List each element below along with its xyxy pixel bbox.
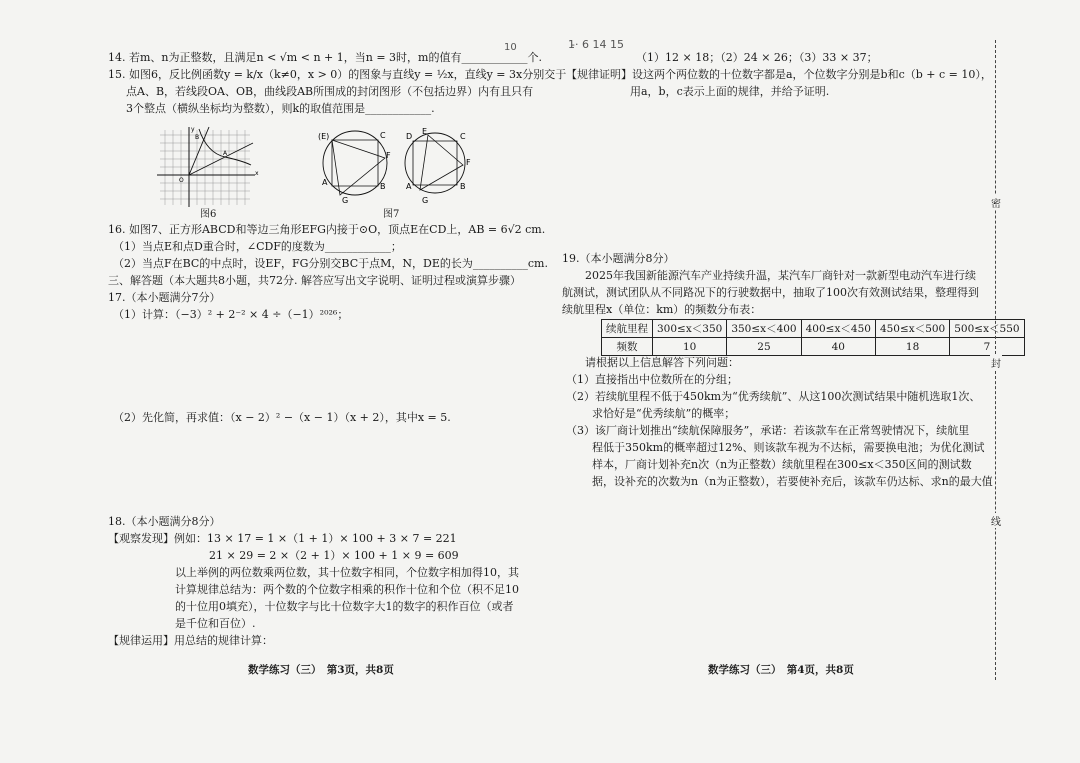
- svg-text:D: D: [406, 132, 413, 141]
- table-cell: 350≤x＜400: [727, 320, 801, 338]
- svg-text:A: A: [322, 178, 328, 187]
- question-18-apply: 【规律运用】用总结的规律计算：: [108, 634, 273, 647]
- binding-mark-seal: 密: [990, 195, 1002, 210]
- question-18-calc: （1）12 × 18；（2）24 × 26；（3）33 × 37；: [636, 51, 878, 64]
- question-19-heading: 19.（本小题满分8分）: [562, 252, 675, 265]
- svg-text:F: F: [466, 158, 471, 167]
- svg-text:F: F: [386, 151, 391, 160]
- svg-text:A: A: [406, 182, 412, 191]
- question-17-part1: （1）计算：（−3）² + 2⁻² × 4 ÷（−1）²⁰²⁶；: [113, 308, 349, 321]
- question-18-example2: 21 × 29 = 2 ×（2 + 1）× 100 + 1 × 9 = 609: [209, 549, 459, 562]
- svg-text:A: A: [223, 150, 228, 157]
- question-19-ask: 请根据以上信息解答下列问题：: [585, 356, 739, 369]
- question-19-para-line2: 航测试，测试团队从不同路况下的行驶数据中，抽取了100次有效测试结果，整理得到: [562, 286, 979, 299]
- question-18-heading: 18.（本小题满分8分）: [108, 515, 221, 528]
- right-page: [504, 0, 1080, 763]
- question-15-line3: 3个整点（横纵坐标均为整数），则k的取值范围是____________.: [126, 102, 435, 115]
- table-cell: 续航里程: [602, 320, 653, 338]
- section-3-heading: 三、解答题（本大题共8小题，共72分. 解答应写出文字说明、证明过程或演算步骤）: [108, 274, 521, 287]
- question-18-proof-line2: 用a，b，c表示上面的规律，并给予证明.: [630, 85, 830, 98]
- question-19-para-line1: 2025年我国新能源汽车产业持续升温，某汽车厂商针对一款新型电动汽车进行续: [585, 269, 976, 282]
- svg-text:(E): (E): [318, 132, 330, 141]
- question-19-para-line3: 续航里程x（单位：km）的频数分布表：: [562, 303, 762, 316]
- question-18-proof-line1: 【规律证明】设这两个两位数的十位数字都是a，个位数字分别是b和c（b + c = 10），: [566, 68, 992, 81]
- question-19-part3-line2: 程低于350km的概率超过12%、则该款车视为不达标，需要换电池；为优化测试: [592, 441, 985, 454]
- handwritten-circle-note: 10: [504, 42, 517, 53]
- table-cell: 500≤x＜550: [950, 320, 1024, 338]
- page-footer-left: 数学练习（三） 第3页，共8页: [248, 664, 394, 676]
- svg-text:B: B: [195, 134, 200, 141]
- question-16-part2: （2）当点F在BC的中点时，设EF，FG分别交BC于点M，N，DE的长为__________cm.: [113, 257, 548, 270]
- question-18-observation: 【观察发现】例如：13 × 17 = 1 ×（1 + 1）× 100 + 3 × 7 = 221: [108, 532, 457, 545]
- question-19-part1: （1）直接指出中位数所在的分组；: [566, 373, 738, 386]
- question-15-line1: 15. 如图6，反比例函数y = k/x（k≠0，x > 0）的图象与直线y = ½x，直线y = 3x分别交于: [108, 68, 567, 81]
- svg-text:B: B: [380, 182, 386, 191]
- question-18-rule-line2: 计算规律总结为：两个数的个位数字相乘的积作十位和个位（积不足10: [175, 583, 519, 596]
- svg-text:y: y: [191, 126, 195, 133]
- question-17-part2: （2）先化简，再求值：（x − 2）² −（x − 1）（x + 2），其中x = 5.: [113, 411, 451, 424]
- table-cell: 7: [950, 338, 1024, 356]
- table-cell: 40: [801, 338, 875, 356]
- figure-7-caption: 图7: [383, 209, 400, 220]
- table-cell: 450≤x＜500: [875, 320, 949, 338]
- question-19-part3-line3: 样本，厂商计划补充n次（n为正整数）续航里程在300≤x＜350区间的测试数: [592, 458, 972, 471]
- figure-6-graph: [155, 125, 265, 210]
- question-14: 14. 若m、n为正整数，且满足n < √m < n + 1，当n = 3时，m的值有____________个.: [108, 51, 542, 64]
- question-15-line2: 点A、B，若线段OA、OB，曲线段AB所围成的封闭图形（不包括边界）内有且只有: [126, 85, 534, 98]
- question-18-rule-line4: 是千位和百位）.: [175, 617, 256, 630]
- question-18-rule-line3: 的十位用0填充），十位数字与比十位数字大1的数字的积作百位（或者: [175, 600, 514, 613]
- svg-text:C: C: [460, 132, 466, 141]
- table-cell: 频数: [602, 338, 653, 356]
- figure-7-diagram: [310, 125, 480, 205]
- table-row: [602, 338, 1025, 356]
- question-16-part1: （1）当点E和点D重合时，∠CDF的度数为____________；: [113, 240, 402, 253]
- binding-mark-line: 线: [990, 513, 1002, 528]
- svg-text:x: x: [255, 170, 259, 177]
- table-cell: 10: [653, 338, 727, 356]
- question-17-heading: 17.（本小题满分7分）: [108, 291, 221, 304]
- frequency-table: [601, 319, 1025, 356]
- handwritten-notes: 1̵· 6 14 15: [568, 38, 624, 51]
- table-cell: 18: [875, 338, 949, 356]
- binding-mark-close: 封: [990, 355, 1002, 370]
- table-cell: 25: [727, 338, 801, 356]
- question-16-line1: 16. 如图7、正方形ABCD和等边三角形EFG内接于⊙O，顶点E在CD上，AB = 6√2 cm.: [108, 223, 546, 236]
- question-19-part2-line1: （2）若续航里程不低于450km为“优秀续航”、从这100次测试结果中随机选取1次、: [566, 390, 981, 403]
- page-footer-right: 数学练习（三） 第4页，共8页: [708, 664, 854, 676]
- svg-text:E: E: [422, 127, 428, 136]
- question-19-part3-line4: 据，设补充的次数为n（n为正整数），若要使补充后，该款车仍达标、求n的最大值: [592, 475, 993, 488]
- svg-text:B: B: [460, 182, 466, 191]
- svg-text:G: G: [342, 196, 349, 205]
- table-cell: 300≤x＜350: [653, 320, 727, 338]
- table-cell: 400≤x＜450: [801, 320, 875, 338]
- svg-text:G: G: [422, 196, 429, 205]
- question-19-part3-line1: （3）该厂商计划推出“续航保障服务”，承诺：若该款车在正常驾驶情况下，续航里: [566, 424, 970, 437]
- figure-6-caption: 图6: [200, 209, 217, 220]
- question-19-part2-line2: 求恰好是“优秀续航”的概率；: [592, 407, 736, 420]
- svg-text:O: O: [179, 177, 184, 184]
- question-18-rule-line1: 以上举例的两位数乘两位数，其十位数字相同，个位数字相加得10，其: [175, 566, 519, 579]
- table-header-row: [602, 320, 1025, 338]
- svg-text:C: C: [380, 131, 386, 140]
